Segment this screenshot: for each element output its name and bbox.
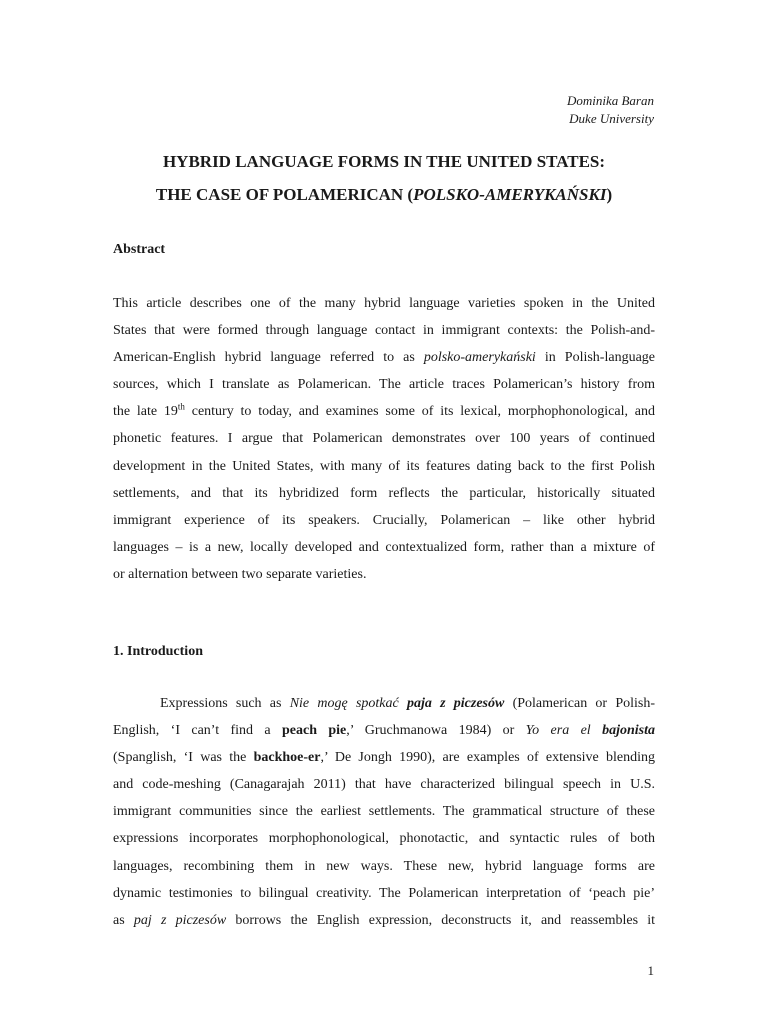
intro-line [113, 690, 655, 717]
intro-line: and code-meshing (Canagarajah 2011) that have characterized bilingual speech in U.S. [113, 777, 655, 793]
author-name: Dominika Baran [566, 93, 654, 108]
abstract-text: in Polish-language [535, 350, 655, 366]
intro-text: ,’ Gruchmanowa 1984) or [346, 723, 526, 739]
abstract-heading: Abstract [113, 242, 166, 257]
intro-bold: backhoe-er [253, 750, 321, 766]
intro-line [113, 907, 655, 934]
intro-bold-italic: bajonista [602, 723, 655, 739]
abstract-text: the late 19 [113, 404, 178, 420]
abstract-line: States that were formed through language contact in immigrant contexts: the Polish-and- [113, 323, 655, 339]
author-block [567, 92, 654, 128]
abstract-line: This article describes one of the many hybrid language varieties spoken in the United [113, 296, 655, 311]
intro-text: (Polamerican or Polish- [504, 696, 656, 711]
abstract-line: immigrant experience of its speakers. Crucially, Polamerican – like other hybrid [113, 512, 655, 528]
title-line-2 [0, 181, 768, 209]
intro-italic: Yo era el [525, 723, 603, 739]
intro-line: expressions incorporates morphophonological, phonotactic, and syntactic rules of both [113, 831, 655, 847]
abstract-line: or alternation between two separate varieties. [113, 566, 367, 582]
intro-text: borrows the English expression, deconstructs it, and reassembles it [226, 912, 655, 928]
abstract-line: phonetic features. I argue that Polamerican demonstrates over 100 years of continued [113, 431, 655, 447]
title-prefix: THE CASE OF POLAMERICAN ( [155, 185, 414, 204]
title-suffix: ) [606, 185, 613, 204]
intro-line: dynamic testimonies to bilingual creativity. The Polamerican interpretation of ‘peach pie’ [113, 885, 655, 901]
abstract-line: development in the United States, with many of its features dating back to the first Polish [113, 458, 655, 474]
intro-text: English, ‘I can’t find a [113, 723, 282, 739]
intro-text: (Spanglish, ‘I was the [113, 750, 254, 766]
intro-bold-italic: paja z piczesów [406, 696, 505, 711]
title-line-1: HYBRID LANGUAGE FORMS IN THE UNITED STATES: [162, 152, 606, 171]
intro-text: as [113, 912, 134, 928]
abstract-line: sources, which I translate as Polamerican. The article traces Polamerican’s history from [113, 377, 655, 393]
abstract-text: American-English hybrid language referred to as [113, 350, 424, 366]
abstract-text: century to today, and examines some of its lexical, morphophonological, and [184, 404, 656, 420]
abstract-line: settlements, and that its hybridized form reflects the particular, historically situated [113, 485, 655, 501]
intro-line [113, 744, 655, 771]
abstract-body [113, 290, 655, 588]
introduction-heading: 1. Introduction [113, 644, 203, 659]
abstract-line: languages – is a new, locally developed and contextualized form, rather than a mixture of [113, 539, 655, 555]
intro-italic: Nie mogę spotkać [289, 696, 407, 711]
intro-line [113, 717, 655, 744]
abstract-line [113, 344, 655, 371]
intro-line: immigrant communities since the earliest settlements. The grammatical structure of these [113, 804, 655, 820]
abstract-italic: polsko-amerykański [423, 350, 536, 366]
abstract-line [113, 398, 655, 425]
page-number: 1 [647, 963, 654, 978]
intro-bold: peach pie [282, 723, 347, 739]
intro-text: Expressions such as [160, 696, 290, 711]
abstract-superscript: th [177, 401, 185, 412]
intro-text: ,’ De Jongh 1990), are examples of extensive blending [320, 750, 656, 766]
title-italic: POLSKO-AMERYKAŃSKI [413, 185, 607, 204]
intro-italic: paj z piczesów [133, 912, 227, 928]
introduction-body [113, 690, 655, 934]
intro-line: languages, recombining them in new ways. These new, hybrid language forms are [113, 858, 655, 874]
author-affiliation: Duke University [569, 111, 654, 126]
